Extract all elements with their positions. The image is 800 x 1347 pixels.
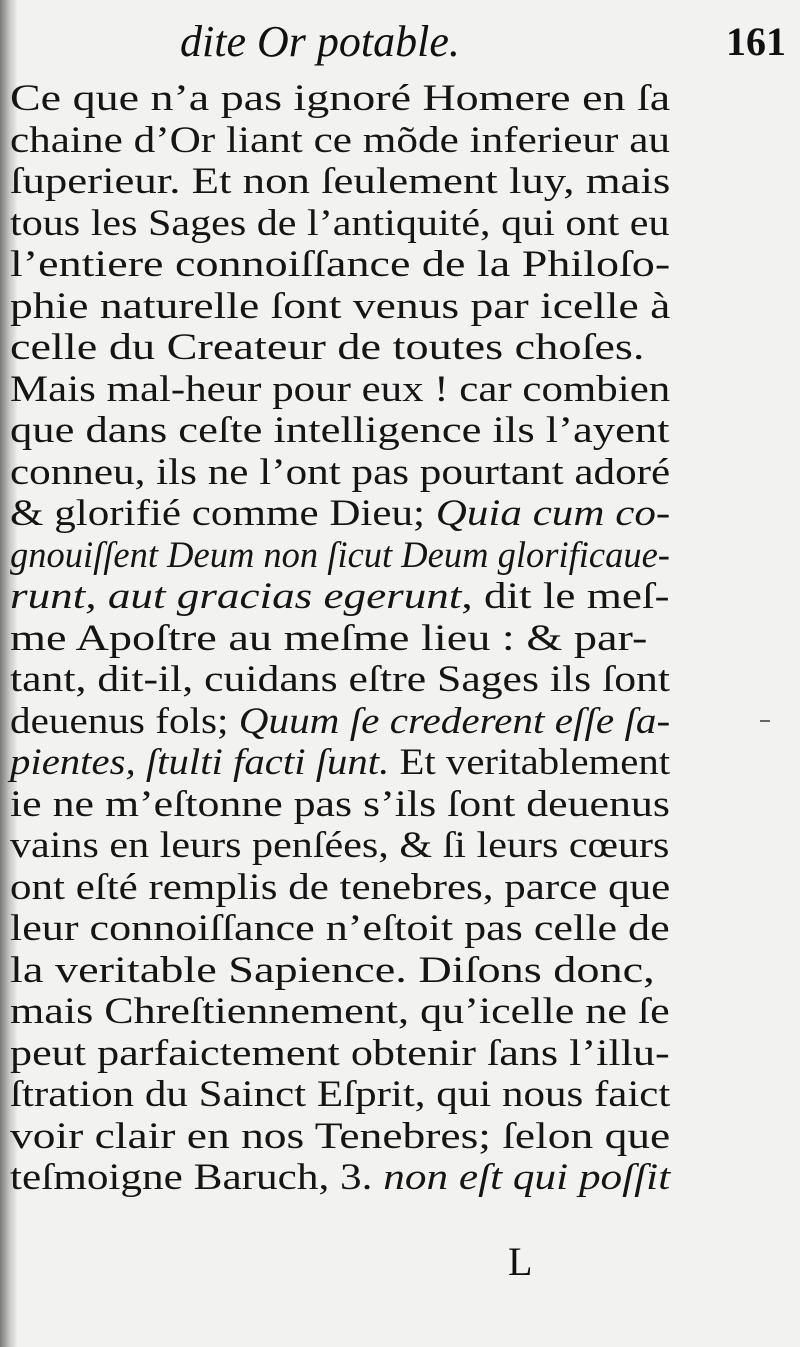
text-run: chaine d’Or liant ce mõde inferieur au — [10, 119, 670, 161]
text-run: tous les Sages de l’antiquité, qui ont eu — [10, 202, 670, 244]
text-line — [10, 991, 796, 1033]
text-run: Et veritablement — [389, 742, 671, 783]
text-run: conneu, ils ne l’ont pas pourtant adoré — [10, 451, 671, 493]
running-head — [0, 14, 800, 74]
text-run: Ce que n’a pas ignoré Homere en ſa — [10, 78, 671, 119]
text-line — [10, 369, 776, 411]
text-run: ſuperieur. Et non ſeulement luy, mais — [10, 161, 671, 202]
text-line — [10, 1033, 798, 1075]
text-run: mais Chreſtiennement, qu’icelle ne ſe — [10, 991, 670, 1032]
text-run: l’entiere connoiſſance de la Philoſo- — [10, 244, 671, 285]
text-line — [10, 410, 800, 452]
text-line — [10, 452, 780, 494]
text-run: , dit le meſ- — [461, 576, 670, 617]
text-line — [10, 286, 800, 328]
text-run: ont eſté remplis de tenebres, parce que — [10, 866, 671, 908]
text-run: phie naturelle ſont venus par icelle à — [10, 285, 671, 327]
page-number: 161 — [726, 19, 786, 64]
text-run: la veritable Sapience. Diſons donc, — [10, 949, 655, 991]
text-run: deuenus fols; — [10, 700, 239, 742]
text-line — [10, 534, 670, 577]
text-run: Mais mal-heur pour eux ! car combien — [10, 368, 671, 410]
text-line — [10, 120, 781, 162]
text-line — [10, 203, 761, 245]
text-run: teſmoigne Baruch, 3. — [10, 1157, 384, 1198]
text-line — [10, 576, 800, 618]
text-line — [10, 493, 778, 535]
text-run: peut parfaictement obtenir ſans l’illu- — [10, 1032, 670, 1074]
text-line — [10, 78, 800, 120]
text-line — [10, 327, 800, 369]
text-run: voir clair en nos Tenebres; ſelon que — [10, 1115, 671, 1157]
text-line — [10, 908, 796, 950]
text-line — [10, 742, 737, 784]
italic-quotation: Quia cum co- — [435, 493, 671, 534]
text-line — [10, 1074, 777, 1116]
text-run: tant, dit-il, cuidans eſtre Sages ils ſont — [10, 659, 671, 700]
text-line — [10, 1157, 781, 1199]
text-line — [10, 701, 745, 743]
text-line — [10, 1116, 800, 1158]
italic-quotation: pientes, ſtulti facti ſunt. — [10, 742, 390, 783]
italic-quotation: runt, aut gracias egerunt — [10, 576, 462, 617]
text-line — [10, 161, 800, 203]
text-run: me Apoſtre au meſme lieu : & par- — [10, 617, 648, 659]
text-line — [10, 618, 800, 660]
text-run: que dans ceſte intelligence ils l’ayent — [10, 410, 670, 451]
text-run: leur connoiſſance n’eſtoit pas celle de — [10, 908, 670, 949]
italic-quotation: gnouiſſent Deum non ſicut Deum glorificaue- — [10, 534, 670, 576]
text-line — [10, 784, 792, 826]
text-run: ſtration du Sainct Eſprit, qui nous faict — [10, 1074, 671, 1115]
italic-quotation: non eſt qui poſſit — [383, 1157, 671, 1198]
text-line — [10, 825, 761, 867]
margin-mark — [760, 720, 770, 722]
text-line — [10, 659, 789, 701]
text-line — [10, 950, 800, 992]
running-head-title: dite Or potable. — [180, 17, 460, 66]
body-text — [10, 78, 670, 1199]
text-line — [10, 867, 777, 909]
text-run: celle du Createur de toutes choſes. — [10, 327, 645, 368]
signature-mark: L — [508, 1239, 533, 1284]
italic-quotation: Quum ſe crederent eſſe ſa- — [238, 700, 671, 742]
text-run: ie ne m’eſtonne pas s’ils ſont deuenus — [10, 783, 670, 825]
text-run: vains en leurs penſées, & ſi leurs cœurs — [10, 825, 670, 866]
text-line — [10, 244, 800, 286]
text-run: & glorifié comme Dieu; — [10, 493, 436, 534]
